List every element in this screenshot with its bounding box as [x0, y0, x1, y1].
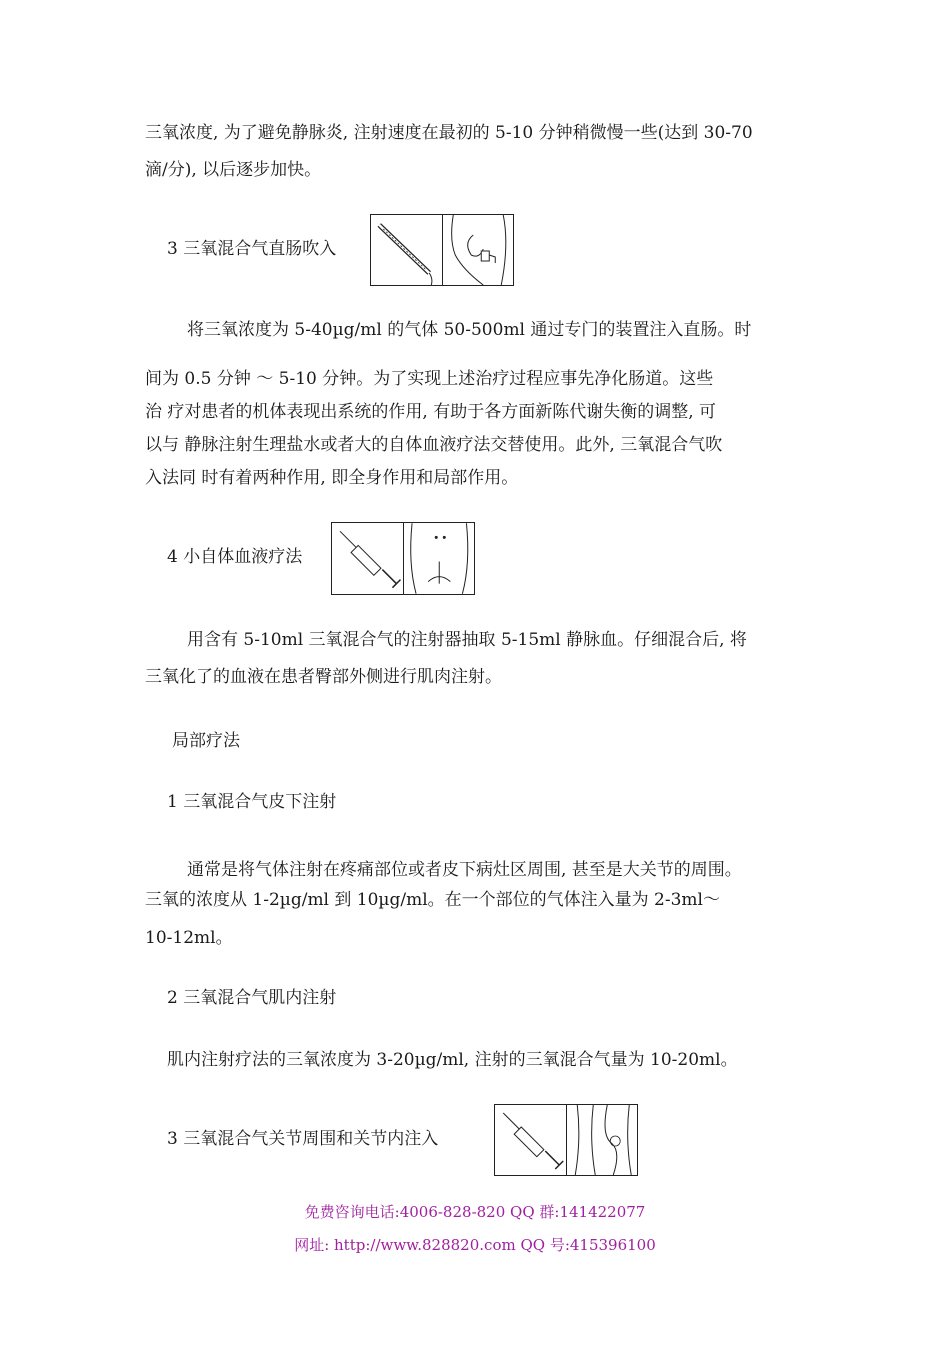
section-3-heading: 3 三氧混合气直肠吹入 [167, 239, 337, 259]
local-2-line-1: 肌内注射疗法的三氧浓度为 3-20µg/ml, 注射的三氧混合气量为 10-20ml。 [167, 1050, 738, 1070]
syringe-icon [332, 523, 403, 594]
joint-injection-figure [494, 1104, 638, 1176]
rectal-device-icon [371, 215, 442, 285]
rectal-insufflation-figure [370, 214, 514, 286]
rectal-body-icon [442, 215, 514, 285]
local-1-line-2: 三氧的浓度从 1-2µg/ml 到 10µg/ml。在一个部位的气体注入量为 2-3ml～ [145, 890, 720, 910]
intro-line-1: 三氧浓度, 为了避免静脉炎, 注射速度在最初的 5-10 分钟稍微慢一些(达到 30-70 [145, 123, 753, 143]
section-3-line-3: 治 疗对患者的机体表现出系统的作用, 有助于各方面新陈代谢失衡的调整, 可 [145, 402, 717, 422]
section-3-line-2: 间为 0.5 分钟 ～ 5-10 分钟。为了实现上述治疗过程应事先净化肠道。这些 [145, 369, 714, 389]
local-1-line-1: 通常是将气体注射在疼痛部位或者皮下病灶区周围, 甚至是大关节的周围。 [187, 860, 742, 880]
buttock-icon [403, 523, 475, 594]
section-3-line-1: 将三氧浓度为 5-40µg/ml 的气体 50-500ml 通过专门的装置注入直肠。时 [187, 320, 752, 340]
section-3-line-4: 以与 静脉注射生理盐水或者大的自体血液疗法交替使用。此外, 三氧混合气吹 [145, 435, 723, 455]
knee-icon [566, 1105, 638, 1175]
section-4-line-1: 用含有 5-10ml 三氧混合气的注射器抽取 5-15ml 静脉血。仔细混合后, 将 [187, 630, 747, 650]
local-1-heading: 1 三氧混合气皮下注射 [167, 792, 337, 812]
local-1-line-3: 10-12ml。 [145, 928, 233, 948]
local-therapy-heading: 局部疗法 [172, 731, 240, 751]
footer-website[interactable]: 网址: http://www.828820.com QQ 号:415396100 [294, 1236, 656, 1254]
section-4-line-2: 三氧化了的血液在患者臀部外侧进行肌肉注射。 [145, 667, 502, 687]
syringe-icon [495, 1105, 566, 1175]
section-3-line-5: 入法同 时有着两种作用, 即全身作用和局部作用。 [145, 468, 519, 488]
autohemotherapy-figure [331, 522, 475, 595]
local-3-heading: 3 三氧混合气关节周围和关节内注入 [167, 1129, 439, 1149]
footer-contact: 免费咨询电话:4006-828-820 QQ 群:141422077 [304, 1203, 646, 1221]
section-4-heading: 4 小自体血液疗法 [167, 547, 303, 567]
intro-line-2: 滴/分), 以后逐步加快。 [145, 160, 322, 180]
local-2-heading: 2 三氧混合气肌内注射 [167, 988, 337, 1008]
